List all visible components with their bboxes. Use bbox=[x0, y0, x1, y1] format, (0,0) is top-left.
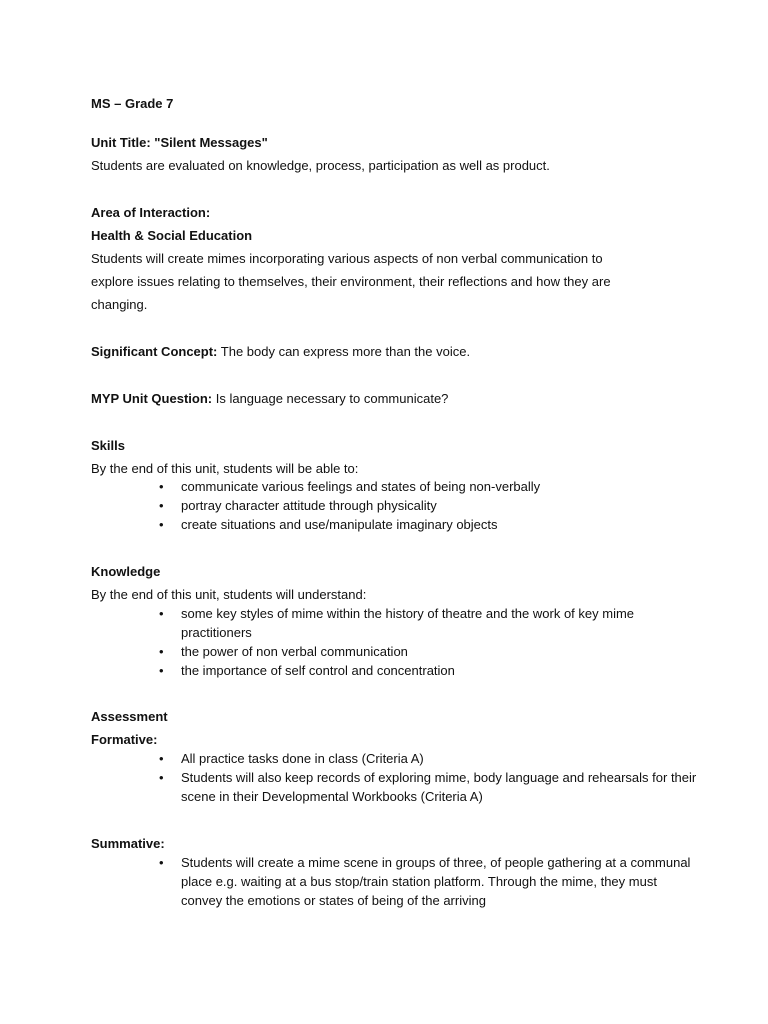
summative-item: Students will create a mime scene in groups of three, of people gathering at a communal place e.g. waiting at a bus stop/train station platform. Through the mime, they must convey the emotions or states of being of the arriving bbox=[181, 855, 691, 908]
bullet-icon: • bbox=[159, 606, 164, 621]
skills-heading: Skills bbox=[91, 438, 125, 453]
knowledge-intro: By the end of this unit, students will understand: bbox=[91, 587, 367, 602]
knowledge-item: the importance of self control and concentration bbox=[181, 663, 455, 678]
area-of-interaction-heading: Area of Interaction: bbox=[91, 205, 211, 220]
significant-concept-value: The body can express more than the voice. bbox=[217, 344, 471, 359]
assessment-heading: Assessment bbox=[91, 709, 168, 724]
bullet-icon: • bbox=[159, 517, 164, 532]
knowledge-heading: Knowledge bbox=[91, 564, 161, 579]
bullet-icon: • bbox=[159, 855, 164, 870]
grade-heading: MS – Grade 7 bbox=[91, 96, 174, 111]
interaction-text-line: changing. bbox=[91, 297, 148, 312]
summative-label: Summative: bbox=[91, 836, 165, 851]
skill-item: create situations and use/manipulate imaginary objects bbox=[181, 517, 498, 532]
skills-intro: By the end of this unit, students will be able to: bbox=[91, 461, 359, 476]
list-item bbox=[159, 853, 701, 910]
list-item bbox=[159, 515, 701, 534]
list-item bbox=[159, 661, 701, 680]
list-item bbox=[159, 604, 701, 642]
bullet-icon: • bbox=[159, 644, 164, 659]
unit-question-value: Is language necessary to communicate? bbox=[212, 391, 449, 406]
significant-concept-label: Significant Concept: bbox=[91, 344, 218, 359]
unit-title: Unit Title: "Silent Messages" bbox=[91, 135, 268, 150]
skill-item: communicate various feelings and states of being non-verbally bbox=[181, 479, 541, 494]
knowledge-item: the power of non verbal communication bbox=[181, 644, 408, 659]
list-item bbox=[159, 496, 701, 515]
knowledge-item: some key styles of mime within the history of theatre and the work of key mime practitioners bbox=[181, 606, 635, 640]
interaction-text-line: explore issues relating to themselves, their environment, their reflections and how they are bbox=[91, 274, 611, 289]
interaction-text-line: Students will create mimes incorporating various aspects of non verbal communication to bbox=[91, 251, 603, 266]
bullet-icon: • bbox=[159, 498, 164, 513]
list-item bbox=[159, 768, 701, 806]
bullet-icon: • bbox=[159, 770, 164, 785]
formative-item: All practice tasks done in class (Criteria A) bbox=[181, 751, 424, 766]
list-item bbox=[159, 749, 701, 768]
skill-item: portray character attitude through physicality bbox=[181, 498, 437, 513]
evaluation-text: Students are evaluated on knowledge, process, participation as well as product. bbox=[91, 158, 550, 173]
unit-question-label: MYP Unit Question: bbox=[91, 391, 213, 406]
formative-item: Students will also keep records of exploring mime, body language and rehearsals for their scene in their Developmental Workbooks (Criteria A) bbox=[181, 770, 697, 804]
significant-concept bbox=[91, 342, 470, 361]
list-item bbox=[159, 477, 701, 496]
bullet-icon: • bbox=[159, 663, 164, 678]
formative-label: Formative: bbox=[91, 732, 158, 747]
bullet-icon: • bbox=[159, 751, 164, 766]
bullet-icon: • bbox=[159, 479, 164, 494]
unit-question bbox=[91, 389, 448, 408]
list-item bbox=[159, 642, 701, 661]
health-social-heading: Health & Social Education bbox=[91, 228, 253, 243]
